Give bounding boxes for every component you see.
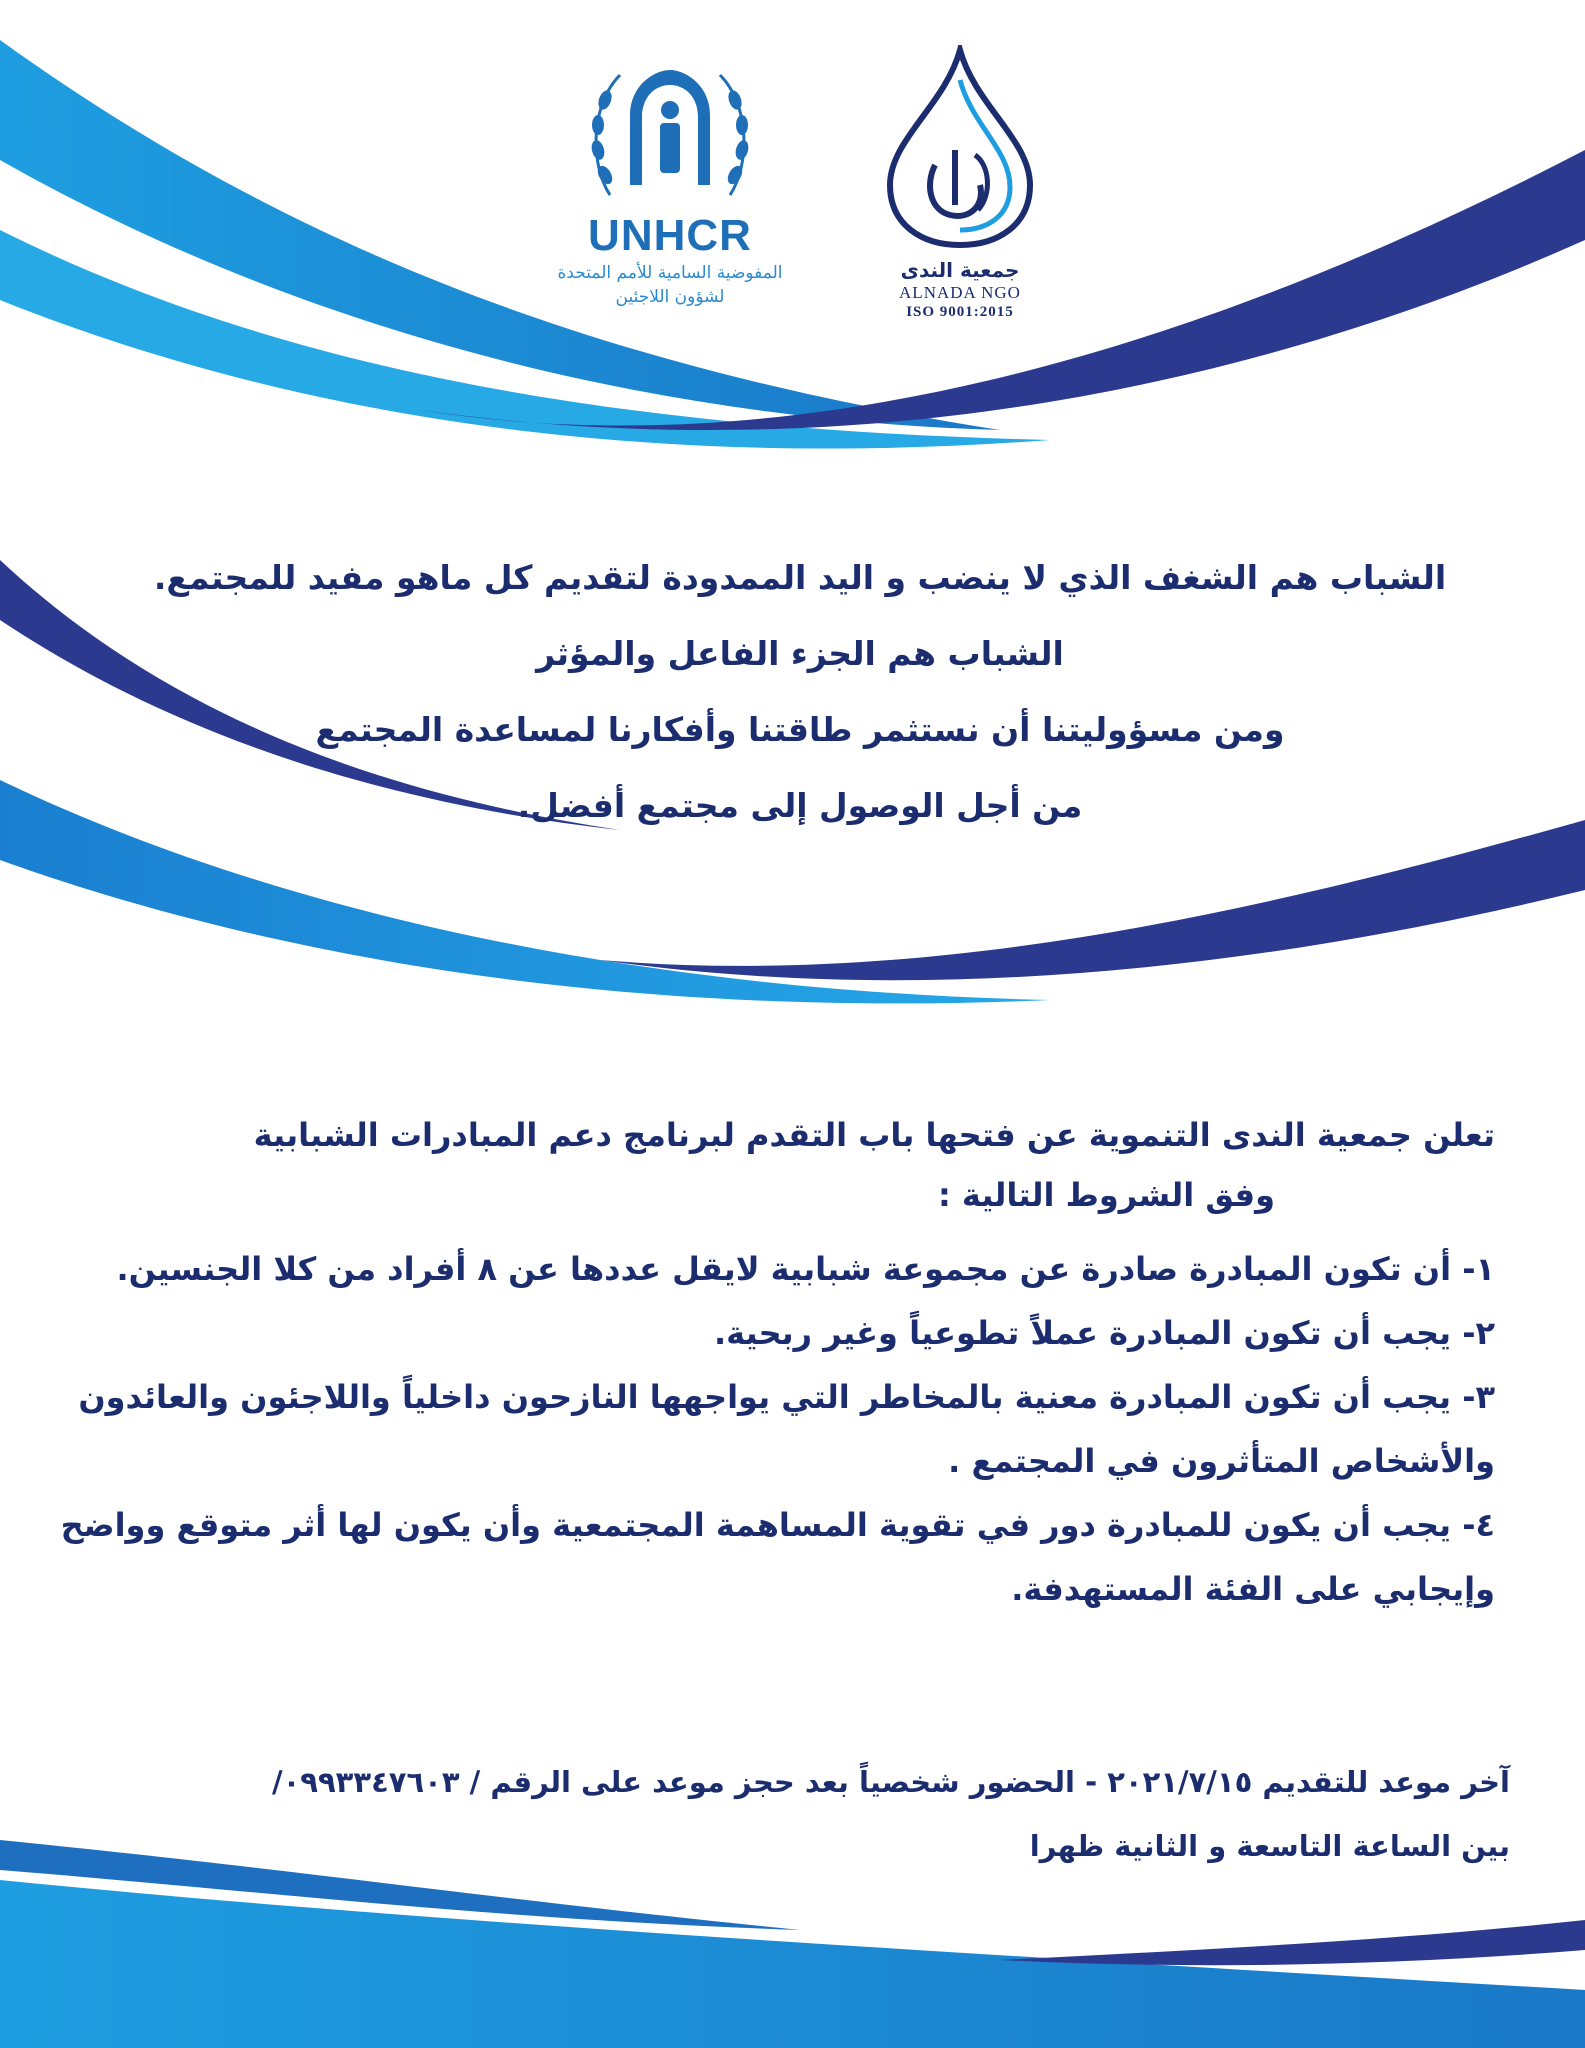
unhcr-arabic-line1: المفوضية السامية للأمم المتحدة: [557, 263, 783, 283]
announcement: [60, 1105, 1495, 1621]
condition-item-continuation: والأشخاص المتأثرون في المجتمع .: [948, 1442, 1495, 1480]
hours-line: بين الساعة التاسعة و الثانية ظهرا: [1029, 1829, 1510, 1863]
intro-line: ومن مسؤوليتنا أن نستثمر طاقتنا وأفكارنا لمساعدة المجتمع: [315, 710, 1285, 749]
water-drop-icon: [880, 45, 1040, 250]
unhcr-sheltering-hands-icon: [580, 55, 760, 205]
condition-item-continuation: وإيجابي على الفئة المستهدفة.: [1011, 1570, 1495, 1608]
alnada-english-name: ALNADA NGO: [899, 283, 1021, 302]
unhcr-logo: [520, 55, 820, 335]
deadline-info: [100, 1750, 1510, 1878]
unhcr-wordmark: UNHCR: [588, 211, 752, 260]
intro-line: الشباب هم الجزء الفاعل والمؤثر: [536, 634, 1064, 673]
intro-line: الشباب هم الشغف الذي لا ينضب و اليد الممدودة لتقديم كل ماهو مفيد للمجتمع.: [153, 558, 1447, 597]
announcement-line: وفق الشروط التالية :: [937, 1176, 1275, 1214]
deadline-line: آخر موعد للتقديم ٢٠٢١/٧/١٥ - الحضور شخصياً بعد حجز موعد على الرقم / ٠٩٩٣٣٤٧٦٠٣/: [271, 1765, 1510, 1799]
intro-text: [90, 540, 1510, 844]
condition-item: ٢- يجب أن تكون المبادرة عملاً تطوعياً وغير ربحية.: [713, 1314, 1495, 1352]
condition-item: ٤- يجب أن يكون للمبادرة دور في تقوية المساهمة المجتمعية وأن يكون لها أثر متوقع وواضح: [60, 1506, 1495, 1544]
conditions-list: [60, 1237, 1495, 1621]
alnada-certification: ISO 9001:2015: [906, 304, 1014, 320]
condition-item: ١- أن تكون المبادرة صادرة عن مجموعة شبابية لايقل عددها عن ٨ أفراد من كلا الجنسين.: [116, 1250, 1495, 1288]
alnada-logo: [860, 45, 1060, 345]
condition-item: ٣- يجب أن تكون المبادرة معنية بالمخاطر التي يواجهها النازحون داخلياً واللاجئون والعائدون: [78, 1378, 1495, 1416]
unhcr-arabic-line2: لشؤون اللاجئين: [615, 287, 725, 307]
announcement-line: تعلن جمعية الندى التنموية عن فتحها باب التقدم لبرنامج دعم المبادرات الشبابية: [253, 1116, 1495, 1154]
intro-line: من أجل الوصول إلى مجتمع أفضل.: [517, 786, 1083, 825]
alnada-arabic-name: جمعية الندى: [900, 258, 1020, 282]
